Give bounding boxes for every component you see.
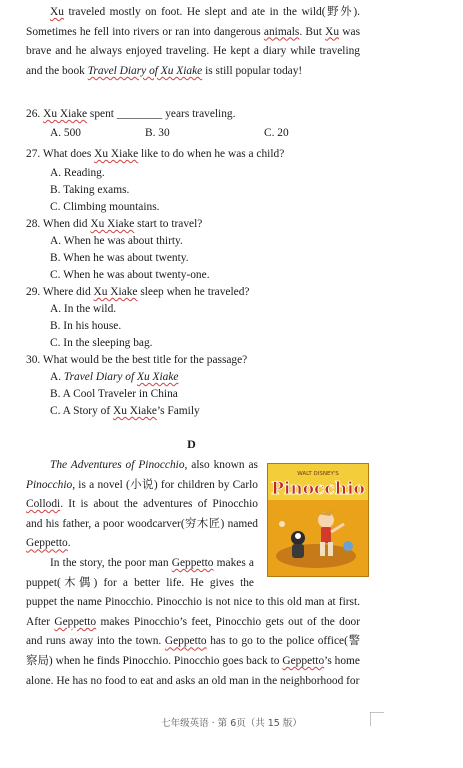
pinocchio-book-cover (267, 463, 369, 577)
q27-option-a: A. Reading. (50, 167, 105, 179)
corner-mark-icon (370, 712, 384, 726)
q29-option-c: C. In the sleeping bag. (50, 337, 153, 349)
question-29: 29. Where did Xu Xiake sleep when he traveled? (26, 286, 250, 298)
name-xu: Xu (50, 6, 64, 18)
question-26: 26. Xu Xiake spent ________ years traveling. (26, 108, 236, 120)
page-footer: 七年级英语 · 第 6页（共 15 版） (161, 718, 302, 729)
question-27: 27. What does Xu Xiake like to do when he was a child? (26, 148, 285, 160)
section-heading: D (187, 437, 196, 451)
q29-option-b: B. In his house. (50, 320, 122, 332)
q26-option-c: C. 20 (264, 127, 289, 139)
question-28: 28. When did Xu Xiake start to travel? (26, 218, 203, 230)
passage-d-paragraph-1: The Adventures of Pinocchio, also known as Pinocchio, is a novel (小说) for children by Carlo Collodi. It is about the adventures of Pinocchio and his father, a poor woodcarver(穷木匠) named Geppetto. (26, 459, 258, 550)
q27-option-c: C. Climbing mountains. (50, 201, 160, 213)
question-30: 30. What would be the best title for the passage? (26, 354, 248, 366)
cover-title: Pinocchio (271, 479, 365, 499)
q28-option-a: A. When he was about thirty. (50, 235, 183, 247)
q26-option-b: B. 30 (145, 127, 170, 139)
book-title: Travel Diary of Xu Xiake (87, 64, 203, 77)
q28-option-b: B. When he was about twenty. (50, 252, 189, 264)
q26-option-a: A. 500 (50, 127, 82, 139)
q28-option-c: C. When he was about twenty-one. (50, 269, 210, 281)
q27-option-b: B. Taking exams. (50, 184, 130, 196)
q30-option-a: A. Travel Diary of Xu Xiake (50, 371, 179, 383)
passage-d-paragraph-2: In the story, the poor man Geppetto makes a puppet(木偶) for a better life. He gives the puppet the name Pinocchio. Pinocchio is not nice to this old man at first. After Geppetto makes Pinocchio’s feet, Pinocchio gets out of the door and runs away into the town. Geppetto has to go to the police office(警察局) when he finds Pinocchio. Pinocchio goes back to Geppetto’s home alone. He has no food to eat and asks an old man in the neighborhood for (26, 557, 361, 687)
cover-brand: WALT DISNEY'S (297, 471, 339, 477)
q29-option-a: A. In the wild. (50, 303, 117, 315)
q30-option-b: B. A Cool Traveler in China (50, 388, 178, 400)
intro-paragraph: Xu traveled mostly on foot. He slept and ate in the wild(野外). Sometimes he fell into rivers or ran into dangerous animals. But Xu was brave and he always enjoyed traveling. He kept a diary while traveling and the book Travel Diary of Xu Xiake is still popular today! (26, 6, 360, 77)
book-cover-illustration (268, 464, 368, 576)
q30-option-c: C. A Story of Xu Xiake’s Family (50, 405, 200, 417)
